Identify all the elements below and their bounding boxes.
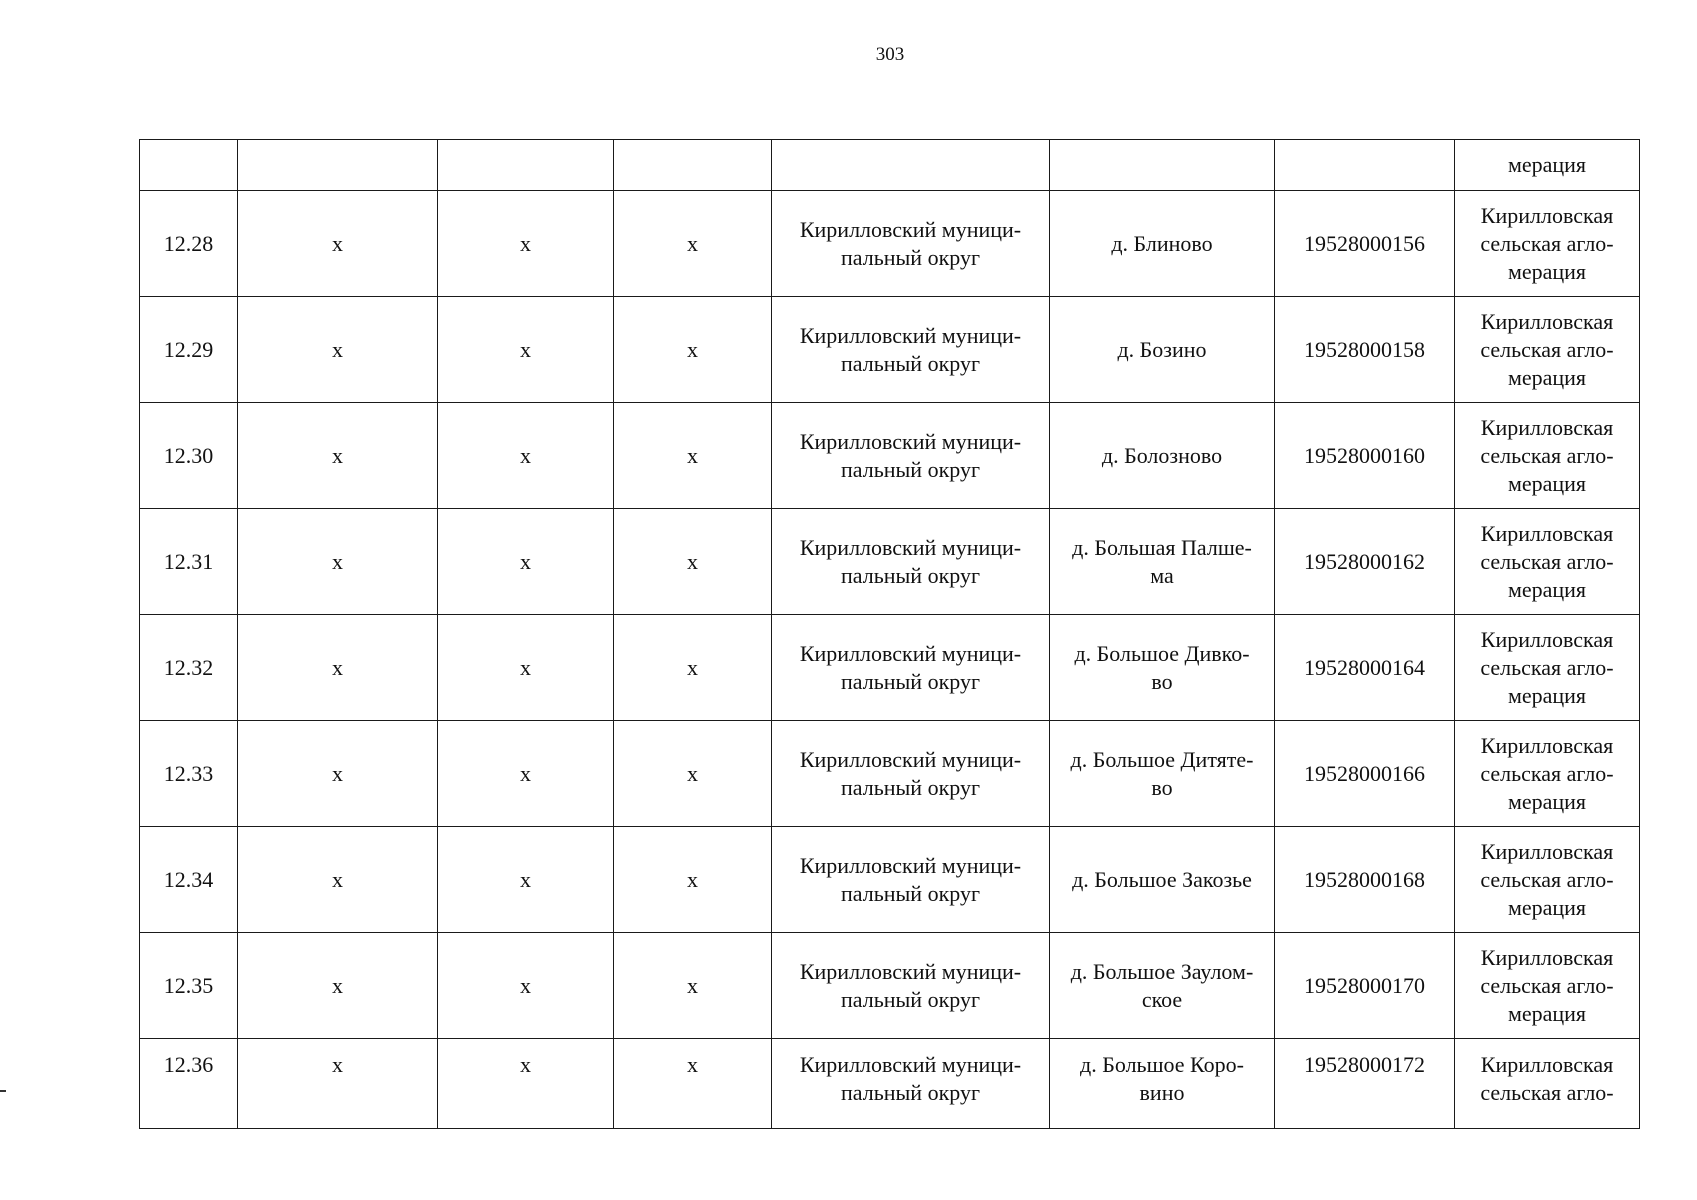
cell-code: 19528000162	[1275, 509, 1455, 615]
cell-district: Кирилловский муници- пальный округ	[772, 615, 1050, 721]
cell-code: 19528000170	[1275, 933, 1455, 1039]
table-row	[140, 827, 1640, 933]
table-row	[140, 933, 1640, 1039]
cell-col4: х	[614, 191, 772, 297]
cell-col3: х	[438, 1039, 614, 1129]
table-row	[140, 403, 1640, 509]
cell-num: 12.35	[140, 933, 238, 1039]
cell-col4	[614, 140, 772, 191]
cell-col2: х	[238, 297, 438, 403]
cell-settlement: д. Большое Закозье	[1050, 827, 1275, 933]
cell-code	[1275, 140, 1455, 191]
cell-agglomeration: Кирилловская сельская агло-	[1455, 1039, 1640, 1129]
table-row	[140, 615, 1640, 721]
cell-settlement: д. Блиново	[1050, 191, 1275, 297]
cell-col4: х	[614, 615, 772, 721]
cell-settlement: д. Большое Заулом- ское	[1050, 933, 1275, 1039]
cell-num: 12.33	[140, 721, 238, 827]
cell-district: Кирилловский муници- пальный округ	[772, 509, 1050, 615]
cell-settlement: д. Большое Дивко- во	[1050, 615, 1275, 721]
table-row	[140, 509, 1640, 615]
cell-col2: х	[238, 1039, 438, 1129]
cell-district: Кирилловский муници- пальный округ	[772, 297, 1050, 403]
cell-col3: х	[438, 509, 614, 615]
cell-code: 19528000172	[1275, 1039, 1455, 1129]
cell-agglomeration: мерация	[1455, 140, 1640, 191]
cell-agglomeration: Кирилловская сельская агло- мерация	[1455, 509, 1640, 615]
table-row	[140, 721, 1640, 827]
cell-num: 12.29	[140, 297, 238, 403]
cell-district: Кирилловский муници- пальный округ	[772, 827, 1050, 933]
cell-settlement: д. Большая Палше- ма	[1050, 509, 1275, 615]
cell-agglomeration: Кирилловская сельская агло- мерация	[1455, 827, 1640, 933]
cell-col2	[238, 140, 438, 191]
cell-code: 19528000158	[1275, 297, 1455, 403]
cell-col3: х	[438, 615, 614, 721]
cell-num: 12.28	[140, 191, 238, 297]
cell-col2: х	[238, 191, 438, 297]
cell-district: Кирилловский муници- пальный округ	[772, 191, 1050, 297]
cell-agglomeration: Кирилловская сельская агло- мерация	[1455, 191, 1640, 297]
cell-district: Кирилловский муници- пальный округ	[772, 721, 1050, 827]
cell-col4: х	[614, 509, 772, 615]
cell-district: Кирилловский муници- пальный округ	[772, 403, 1050, 509]
table-body	[140, 140, 1640, 1129]
cell-col2: х	[238, 509, 438, 615]
cell-col4: х	[614, 827, 772, 933]
cell-district: Кирилловский муници- пальный округ	[772, 1039, 1050, 1129]
cell-col4: х	[614, 403, 772, 509]
cell-agglomeration: Кирилловская сельская агло- мерация	[1455, 297, 1640, 403]
cell-num: 12.31	[140, 509, 238, 615]
cell-settlement: д. Болозново	[1050, 403, 1275, 509]
cell-col3: х	[438, 827, 614, 933]
cell-col3: х	[438, 933, 614, 1039]
cell-col4: х	[614, 721, 772, 827]
table-row	[140, 297, 1640, 403]
cell-agglomeration: Кирилловская сельская агло- мерация	[1455, 721, 1640, 827]
cell-settlement: д. Большое Дитяте- во	[1050, 721, 1275, 827]
cell-settlement: д. Большое Коро- вино	[1050, 1039, 1275, 1129]
cell-district	[772, 140, 1050, 191]
cell-col3: х	[438, 403, 614, 509]
cell-col4: х	[614, 297, 772, 403]
cell-code: 19528000164	[1275, 615, 1455, 721]
cell-col2: х	[238, 615, 438, 721]
margin-mark	[0, 1090, 6, 1092]
cell-num: 12.30	[140, 403, 238, 509]
cell-col2: х	[238, 933, 438, 1039]
cell-code: 19528000168	[1275, 827, 1455, 933]
cell-num	[140, 140, 238, 191]
page-number: 303	[875, 44, 905, 65]
settlements-table	[139, 139, 1640, 1129]
table-row	[140, 1039, 1640, 1129]
cell-agglomeration: Кирилловская сельская агло- мерация	[1455, 403, 1640, 509]
cell-col4: х	[614, 1039, 772, 1129]
cell-col2: х	[238, 827, 438, 933]
cell-col3: х	[438, 297, 614, 403]
cell-col2: х	[238, 403, 438, 509]
cell-col2: х	[238, 721, 438, 827]
cell-col3: х	[438, 721, 614, 827]
cell-col4: х	[614, 933, 772, 1039]
cell-code: 19528000156	[1275, 191, 1455, 297]
cell-col3: х	[438, 191, 614, 297]
cell-code: 19528000166	[1275, 721, 1455, 827]
cell-settlement	[1050, 140, 1275, 191]
cell-agglomeration: Кирилловская сельская агло- мерация	[1455, 615, 1640, 721]
cell-num: 12.36	[140, 1039, 238, 1129]
cell-settlement: д. Бозино	[1050, 297, 1275, 403]
table-row	[140, 191, 1640, 297]
cell-agglomeration: Кирилловская сельская агло- мерация	[1455, 933, 1640, 1039]
cell-district: Кирилловский муници- пальный округ	[772, 933, 1050, 1039]
cell-num: 12.32	[140, 615, 238, 721]
cell-col3	[438, 140, 614, 191]
cell-num: 12.34	[140, 827, 238, 933]
continuation-row	[140, 140, 1640, 191]
cell-code: 19528000160	[1275, 403, 1455, 509]
